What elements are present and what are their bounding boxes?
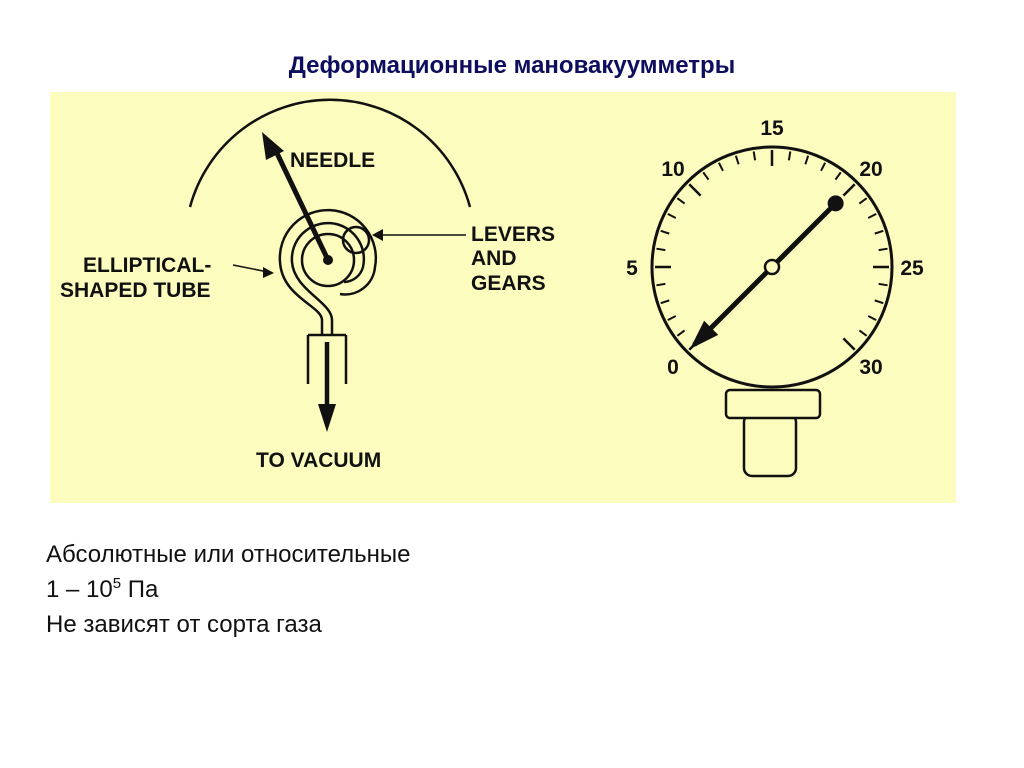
dial-scale-label: 25 <box>900 257 924 280</box>
note-line-2 <box>46 572 411 607</box>
dial-minor-tick <box>656 284 665 285</box>
gauge-collar <box>726 390 820 418</box>
vacuum-label: TO VACUUM <box>256 449 382 472</box>
dial-scale-label: 20 <box>859 158 883 182</box>
levers-label-line1: LEVERS <box>471 223 556 246</box>
needle-label: NEEDLE <box>290 149 376 172</box>
dial-minor-tick <box>879 284 888 285</box>
tube-label-line2: SHAPED TUBE <box>60 279 211 302</box>
dial-minor-tick <box>789 151 790 160</box>
notes <box>46 537 411 642</box>
dial-scale-label: 15 <box>760 117 784 140</box>
dial-minor-tick <box>656 249 665 250</box>
dial-scale-label: 5 <box>626 257 638 280</box>
dial-minor-tick <box>754 151 755 160</box>
levers-label-line3: GEARS <box>471 272 546 295</box>
dial-scale-label: 0 <box>667 355 679 379</box>
tube-label-line1: ELLIPTICAL- <box>83 254 212 277</box>
tube-leader <box>233 265 268 272</box>
levers-leader-arrow <box>372 229 383 241</box>
dial-scale-label: 30 <box>859 355 883 379</box>
dial-minor-tick <box>879 249 888 250</box>
levers-label-line2: AND <box>471 247 517 270</box>
range-base: 1 – 10 <box>46 576 113 603</box>
range-unit: Па <box>121 576 159 603</box>
figure-panel <box>50 92 956 503</box>
note-line-1: Абсолютные или относительные <box>46 541 411 568</box>
gauge-stem <box>744 414 796 476</box>
gauge-figure <box>50 92 956 503</box>
bourdon-schematic <box>60 100 555 472</box>
dial-scale-label: 10 <box>661 158 685 182</box>
vacuum-arrow <box>318 342 336 432</box>
dial-gauge <box>626 117 924 476</box>
tube-leader-arrow <box>263 267 274 278</box>
levers-and-gears <box>302 227 369 286</box>
pointer-hub <box>765 260 779 274</box>
pointer-tail <box>828 195 844 211</box>
note-line-3: Не зависят от сорта газа <box>46 611 322 638</box>
slide-title: Деформационные мановакуумметры <box>288 52 736 79</box>
range-exponent: 5 <box>112 575 122 592</box>
